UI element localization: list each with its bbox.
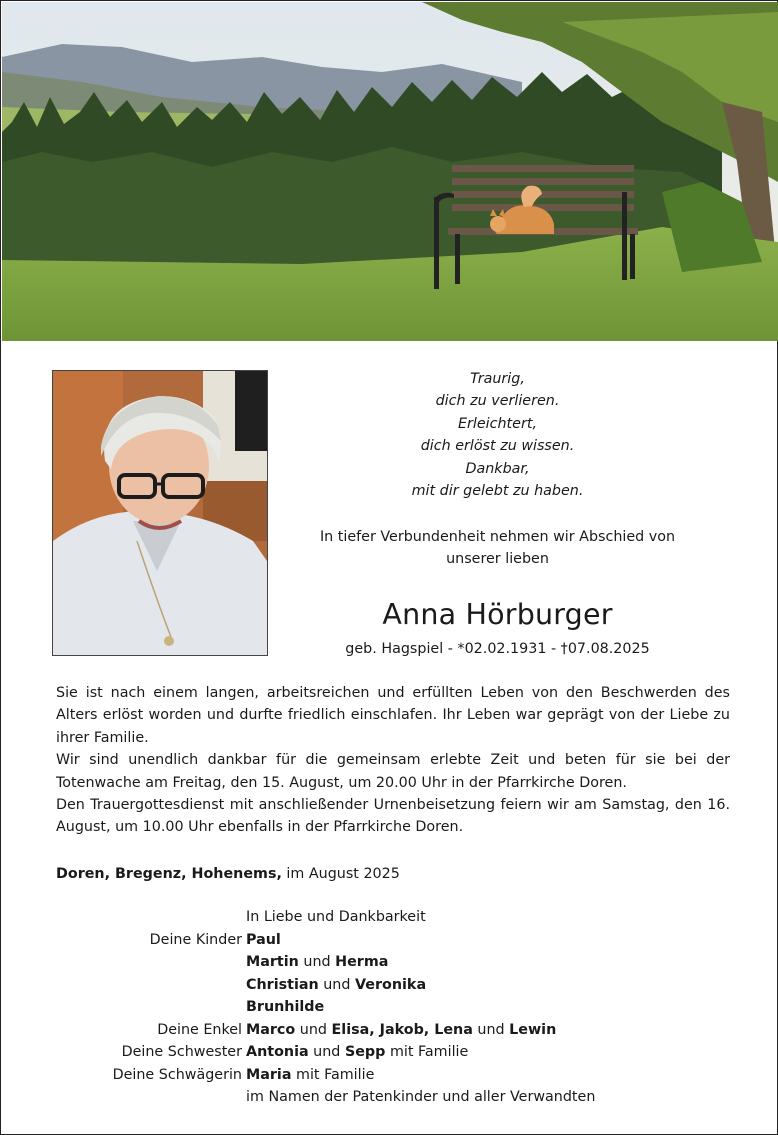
poem-line: Dankbar,	[465, 460, 530, 477]
towns: Doren, Bregenz, Hohenems,	[56, 866, 282, 882]
und-text: und	[295, 1021, 332, 1038]
mourner-name: Sepp	[344, 1044, 386, 1060]
relation-label: Deine Schwägerin	[112, 1066, 242, 1083]
family-suffix: mit Familie	[291, 1066, 375, 1083]
mourner-name: Elisa, Jakob, Lena	[331, 1021, 473, 1038]
poem-line: Traurig,	[470, 371, 525, 387]
mourners-row	[1, 929, 778, 952]
und-text: und	[298, 954, 336, 970]
portrait-photo	[52, 370, 268, 656]
date: im August 2025	[281, 866, 400, 882]
mourners-row	[1, 1086, 778, 1109]
paragraph: Wir sind unendlich dankbar für die gemeinsam erlebte Zeit und beten für sie bei der Totenwache am Freitag, den 15. August, um 20.00 Uhr in der Pfarrkirche Doren.	[56, 752, 730, 791]
mourner-name: Paul	[246, 931, 281, 948]
mourner-name: Lewin	[509, 1021, 557, 1038]
obituary-text	[56, 682, 730, 839]
und-text: und	[318, 976, 355, 993]
mourners-list	[1, 906, 778, 1109]
und-text: und	[308, 1044, 345, 1060]
mourner-name: Veronika	[355, 976, 427, 993]
poem-line: Erleichtert,	[457, 415, 537, 432]
poem-line: dich zu verlieren.	[435, 393, 560, 410]
poem	[301, 368, 694, 502]
mourner-name: Brunhilde	[246, 999, 325, 1015]
mourners-row	[1, 1064, 778, 1087]
birth-death-dates: geb. Hagspiel - *02.02.1931 - †07.08.2025	[345, 641, 650, 657]
poem-line: dich erlöst zu wissen.	[420, 438, 575, 455]
poem-line: mit dir gelebt zu haben.	[411, 483, 584, 500]
und-text: und	[472, 1021, 510, 1038]
intro-line: In tiefer Verbundenheit nehmen wir Abschied von	[319, 529, 676, 545]
farewell-intro	[291, 526, 704, 570]
mourner-name: Herma	[335, 954, 389, 970]
intro-line: unserer lieben	[446, 551, 549, 567]
mourners-row	[1, 1041, 778, 1064]
mourners-row	[1, 906, 778, 929]
mourners-row	[1, 1019, 778, 1042]
relation-label: Deine Enkel	[157, 1021, 242, 1038]
place-date-line	[56, 863, 400, 885]
mourners-row	[1, 974, 778, 997]
paragraph: Den Trauergottesdienst mit anschließender Urnenbeisetzung feiern wir am Samstag, den 16. August, um 10.00 Uhr ebenfalls in der Pfarrkirche Doren.	[56, 797, 730, 836]
deceased-name: Anna Hörburger	[382, 598, 613, 631]
family-suffix: mit Familie	[385, 1044, 469, 1060]
mourner-name: Maria	[246, 1066, 292, 1083]
mourner-name: Martin	[246, 954, 299, 970]
paragraph: Sie ist nach einem langen, arbeitsreichen und erfüllten Leben von den Beschwerden des Alters erlöst worden und durfte friedlich einschlafen. Ihr Leben war geprägt von der Liebe zu ihrer Familie.	[56, 685, 730, 746]
closing-line: im Namen der Patenkinder und aller Verwandten	[246, 1089, 596, 1105]
relation-label: Deine Kinder	[149, 931, 242, 948]
mourner-name: Antonia	[246, 1044, 309, 1060]
mourners-row	[1, 996, 778, 1019]
mourner-name: Marco	[246, 1021, 296, 1038]
relation-label: Deine Schwester	[121, 1044, 242, 1060]
landscape-bench-cat-image	[2, 2, 778, 341]
mourner-name: Christian	[246, 976, 319, 993]
greeting: In Liebe und Dankbarkeit	[246, 909, 426, 925]
mourners-row	[1, 951, 778, 974]
